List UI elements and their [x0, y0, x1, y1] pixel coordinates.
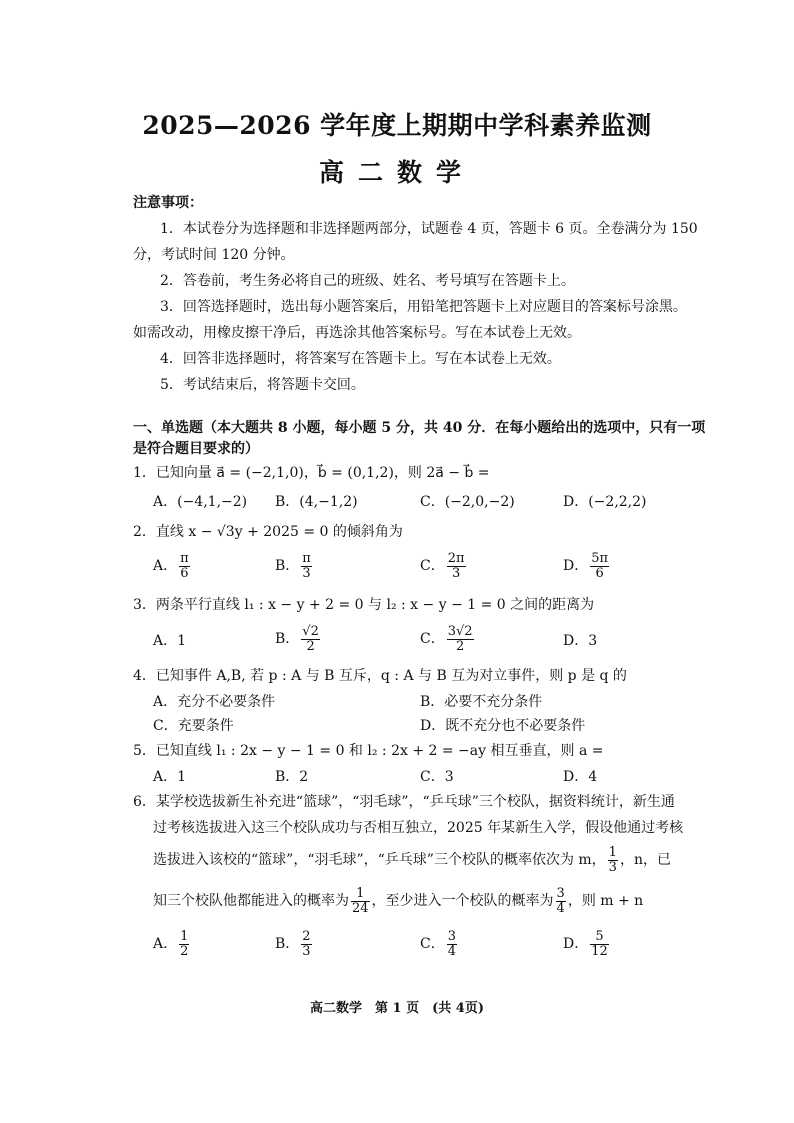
denominator: 4 [556, 900, 565, 916]
stem-text: ，至少进入一个校队的概率为 [371, 893, 554, 910]
denominator: 12 [591, 943, 608, 959]
option-letter: C． [420, 631, 445, 648]
numerator: 2π [447, 551, 465, 566]
fraction [447, 625, 474, 653]
question-1-stem: 1．已知向量 a⃗ = (−2,1,0)，b⃗ = (0,1,2)，则 2a⃗ − b⃗ = [133, 465, 490, 481]
denominator: 2 [180, 943, 189, 959]
option-letter: A． [153, 558, 178, 575]
stem-text: 选拔进入该校的“篮球”，“羽毛球”，“乒乓球”三个校队的概率依次为 m， [153, 852, 606, 869]
denominator: 3 [302, 943, 311, 959]
numerator: 5π [591, 551, 609, 566]
fraction [351, 887, 370, 915]
numerator: 1 [351, 887, 370, 902]
notice-item: 2．答卷前，考生务必将自己的班级、姓名、考号填写在答题卡上。 [160, 273, 575, 289]
fraction [447, 930, 457, 958]
notice-item: 5．考试结束后，将答题卡交回。 [160, 377, 365, 393]
fraction [608, 846, 618, 874]
numerator: √2 [302, 624, 319, 639]
fraction [301, 930, 311, 958]
section-heading: 一、单选题（本大题共 8 小题，每小题 5 分，共 40 分．在每小题给出的选项中，只有一项 [133, 420, 706, 436]
option-letter: D． [563, 558, 589, 575]
option-letter: C． [420, 558, 445, 575]
denominator: 6 [595, 565, 604, 581]
exam-title: 2025—2026 学年度上期期中学科素养监测 [142, 111, 652, 140]
numerator: 3√2 [447, 624, 473, 639]
q1-option-d: D．(−2,2,2) [563, 494, 647, 510]
notice-item: 4．回答非选择题时，将答案写在答题卡上。写在本试卷上无效。 [160, 351, 561, 367]
option-value: 1 [177, 633, 187, 649]
q2-option-c [420, 552, 468, 580]
notice-heading: 注意事项： [133, 195, 203, 211]
notice-item: 3．回答选择题时，选出每小题答案后，用铅笔把答题卡上对应题目的答案标号涂黑。 [160, 299, 687, 315]
denominator: 3 [302, 565, 311, 581]
q3-option-b [275, 625, 322, 653]
fraction [556, 887, 566, 915]
denominator: 3 [608, 859, 617, 875]
q4-option-c: C．充要条件 [153, 718, 234, 734]
q1-option-a: A．(−4,1,−2) [153, 494, 248, 510]
option-letter: D． [563, 936, 589, 953]
fraction [301, 552, 312, 580]
numerator: 3 [556, 886, 565, 901]
option-value: 3 [588, 633, 598, 649]
q4-option-d: D．既不充分也不必要条件 [420, 718, 586, 734]
numerator: 2 [302, 929, 311, 944]
q4-option-b: B．必要不充分条件 [420, 694, 543, 710]
question-6-stem-cont [153, 846, 671, 874]
q2-option-a [153, 552, 192, 580]
numerator: 3 [447, 929, 456, 944]
stem-text: 知三个校队他都能进入的概率为 [153, 893, 349, 910]
fraction [301, 625, 320, 653]
numerator: 1 [608, 845, 617, 860]
question-6-stem: 6．某学校选拔新生补充进“篮球”，“羽毛球”，“乒乓球”三个校队，据资料统计，新生通 [133, 794, 675, 810]
question-2-stem: 2．直线 x − √3y + 2025 = 0 的倾斜角为 [133, 524, 403, 540]
denominator: 4 [447, 943, 456, 959]
notice-item: 1．本试卷分为选择题和非选择题两部分，试题卷 4 页，答题卡 6 页。全卷满分为 150 [160, 221, 698, 237]
option-letter: D． [563, 633, 589, 649]
numerator: 1 [180, 929, 189, 944]
option-letter: A． [153, 936, 178, 953]
q5-option-b: B．2 [275, 769, 309, 785]
denominator: 6 [180, 565, 189, 581]
q3-option-c [420, 625, 476, 653]
question-6-stem-cont [153, 887, 643, 915]
denominator: 24 [352, 900, 369, 916]
stem-text: ，则 m + n [567, 893, 644, 910]
q3-option-d [563, 633, 597, 650]
option-letter: C． [420, 936, 445, 953]
stem-text: ，n，已 [619, 852, 671, 869]
denominator: 3 [451, 565, 461, 581]
numerator: π [180, 551, 189, 566]
option-letter: B． [275, 631, 300, 648]
q6-option-a [153, 930, 191, 958]
fraction [590, 930, 609, 958]
q3-option-a [153, 633, 186, 650]
option-letter: B． [275, 936, 300, 953]
q2-option-b [275, 552, 314, 580]
denominator: 2 [455, 638, 465, 654]
question-3-stem: 3．两条平行直线 l₁ : x − y + 2 = 0 与 l₂ : x − y − 1 = 0 之间的距离为 [133, 597, 595, 613]
denominator: 2 [306, 638, 315, 654]
q1-option-b: B．(4,−1,2) [275, 494, 358, 510]
question-6-stem-cont: 过考核选拔进入这三个校队成功与否相互独立，2025 年某新生入学，假设他通过考核 [153, 820, 684, 836]
q6-option-c [420, 930, 459, 958]
numerator: 5 [590, 930, 609, 945]
question-4-stem: 4．已知事件 A,B, 若 p : A 与 B 互斥，q : A 与 B 互为对立事件，则 p 是 q 的 [133, 668, 627, 684]
fraction [590, 552, 609, 580]
q2-option-d [563, 552, 611, 580]
fraction [179, 930, 189, 958]
numerator: π [302, 551, 311, 566]
q4-option-a: A．充分不必要条件 [153, 694, 276, 710]
q6-option-d [563, 930, 611, 958]
page-footer: 高二数学 第 1 页 (共 4页) [310, 1001, 484, 1016]
notice-item: 如需改动，用橡皮擦干净后，再选涂其他答案标号。写在本试卷上无效。 [133, 325, 581, 341]
fraction [447, 552, 466, 580]
question-5-stem: 5．已知直线 l₁ : 2x − y − 1 = 0 和 l₂ : 2x + 2 = −ay 相互垂直，则 a = [133, 743, 604, 759]
option-letter: B． [275, 558, 300, 575]
option-letter: A． [153, 633, 178, 649]
q5-option-c: C．3 [420, 769, 454, 785]
q6-option-b [275, 930, 314, 958]
notice-item: 分，考试时间 120 分钟。 [133, 247, 295, 263]
fraction [179, 552, 190, 580]
q5-option-d: D．4 [563, 769, 598, 785]
exam-subtitle: 高二数学 [318, 158, 475, 187]
section-heading-cont: 是符合题目要求的） [133, 441, 259, 457]
q1-option-c: C．(−2,0,−2) [420, 494, 515, 510]
q5-option-a: A．1 [153, 769, 187, 785]
